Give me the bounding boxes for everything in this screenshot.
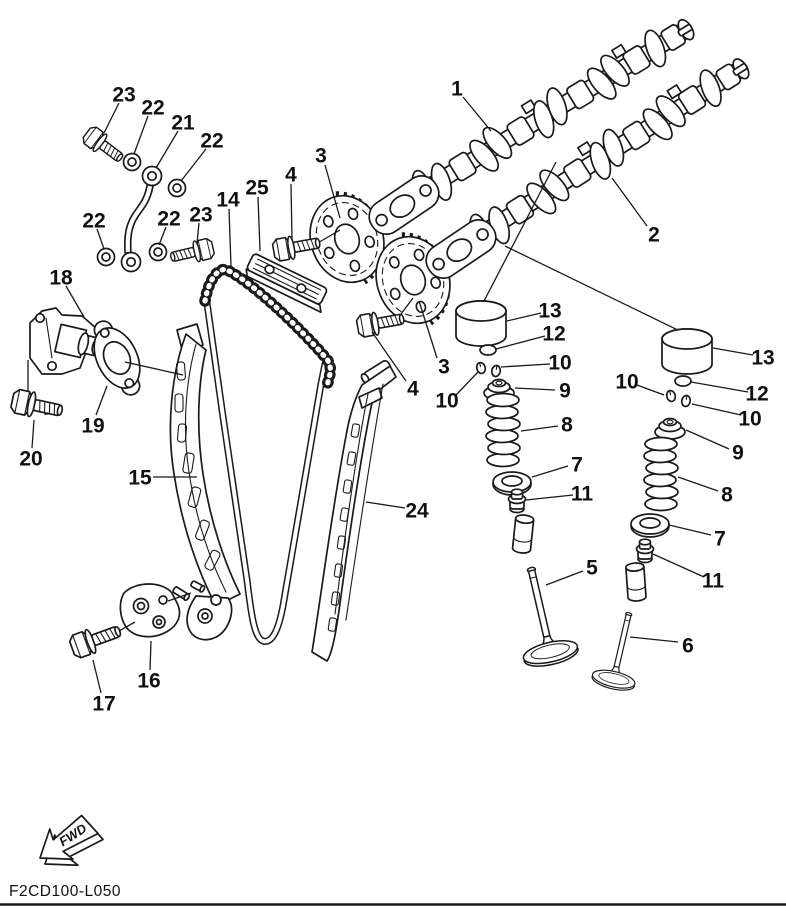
leader-line-10 — [501, 364, 550, 367]
leader-line-1 — [463, 97, 491, 131]
callout-7: 7 — [571, 453, 583, 477]
leader-line-11 — [653, 554, 704, 577]
leader-line-14 — [229, 209, 231, 266]
callout-6: 6 — [682, 634, 694, 658]
callout-1: 1 — [451, 77, 463, 101]
copper-washer-4 — [150, 244, 167, 261]
camshaft-flange-2 — [420, 214, 502, 285]
leader-line-9 — [515, 388, 555, 390]
callout-8: 8 — [561, 413, 573, 437]
callout-5: 5 — [586, 556, 598, 580]
leader-line-4 — [291, 184, 292, 240]
leader-line-10 — [637, 385, 664, 395]
guide-bracket — [120, 584, 190, 637]
callout-7: 7 — [714, 527, 726, 551]
leader-line-11 — [526, 495, 573, 500]
callout-15: 15 — [128, 466, 152, 490]
fwd-arrow — [30, 808, 108, 880]
leader-line-18 — [66, 286, 84, 317]
callout-13: 13 — [538, 299, 562, 323]
leader-line-17 — [93, 660, 101, 693]
leader-line-8 — [521, 426, 558, 431]
callout-16: 16 — [137, 669, 161, 693]
banjo-bolt-lower — [169, 237, 216, 267]
leader-line-12 — [691, 382, 748, 392]
callout-18: 18 — [49, 266, 73, 290]
callout-4: 4 — [407, 377, 419, 401]
valve-seal-left — [509, 489, 526, 512]
leader-line-24 — [366, 502, 405, 508]
callout-23: 23 — [112, 83, 136, 107]
leader-line-7 — [669, 525, 711, 535]
fwd-label: FWD — [56, 820, 90, 850]
callout-10: 10 — [738, 407, 762, 431]
leader-line-13 — [507, 313, 541, 321]
callout-11: 11 — [701, 569, 725, 593]
spring-retainer-right — [655, 419, 685, 440]
valve-cotter-left-b — [491, 365, 501, 377]
callout-12: 12 — [745, 382, 769, 406]
leader-line-16 — [150, 641, 151, 670]
leader-line-10 — [456, 372, 478, 395]
callout-2: 2 — [648, 223, 660, 247]
valve-lifter-right — [662, 329, 712, 374]
leader-line-8 — [678, 477, 718, 491]
valve-spring-right — [644, 438, 678, 511]
callout-20: 20 — [19, 447, 43, 471]
valve-spring-left — [486, 394, 520, 467]
copper-washer-2 — [169, 180, 186, 197]
leader-line-22 — [181, 149, 206, 181]
leader-line-19 — [96, 386, 107, 415]
valve-lifter-left — [456, 301, 506, 346]
callout-14: 14 — [216, 188, 240, 212]
leader-line-20 — [32, 420, 34, 448]
valve-guide-left — [512, 514, 534, 554]
callout-9: 9 — [732, 441, 744, 465]
valve-pad-left — [480, 345, 496, 355]
chain-guide-rear — [312, 359, 396, 661]
leader-line-13 — [713, 348, 753, 355]
copper-washer-1 — [124, 154, 141, 171]
leader-line-5 — [546, 571, 583, 585]
callout-11: 11 — [570, 482, 594, 506]
valve-cotter-right-a — [666, 390, 677, 403]
callout-17: 17 — [92, 692, 116, 716]
callout-23: 23 — [189, 203, 213, 227]
callout-13: 13 — [751, 346, 775, 370]
chain-tensioner — [28, 308, 106, 413]
valve-guide-right — [626, 562, 647, 601]
intake-valve — [504, 561, 580, 670]
leader-line-7 — [532, 466, 568, 477]
valve-seal-right — [637, 539, 654, 562]
callout-8: 8 — [721, 483, 733, 507]
copper-washer-3 — [98, 249, 115, 266]
leader-line-6 — [630, 637, 678, 642]
valve-cotter-right-b — [681, 395, 691, 407]
callout-22: 22 — [141, 96, 165, 120]
bracket-bolt — [68, 619, 124, 660]
callout-12: 12 — [542, 322, 566, 346]
tensioner-gasket — [81, 313, 183, 402]
camshaft-flange-1 — [363, 170, 445, 241]
valve-pad-right — [675, 376, 691, 386]
spring-seat-right — [631, 514, 669, 537]
part-code: F2CD100-L050 — [9, 883, 121, 900]
guide-stud — [190, 580, 205, 592]
banjo-bolt-upper — [80, 124, 127, 167]
callout-10: 10 — [615, 370, 639, 394]
leader-line-10 — [692, 404, 741, 415]
callout-22: 22 — [157, 207, 181, 231]
leader-line-25 — [258, 197, 260, 251]
callout-4: 4 — [285, 163, 297, 187]
callout-25: 25 — [245, 176, 269, 200]
exhaust-valve — [590, 608, 650, 694]
callout-19: 19 — [81, 414, 105, 438]
leader-line-21 — [156, 131, 178, 168]
callout-22: 22 — [82, 209, 106, 233]
callout-10: 10 — [548, 351, 572, 375]
callout-3: 3 — [315, 144, 327, 168]
callout-22: 22 — [200, 129, 224, 153]
callout-21: 21 — [171, 111, 195, 135]
leader-line-2 — [612, 178, 647, 226]
leader-line-9 — [686, 430, 729, 449]
tensioner-bolt — [10, 388, 65, 423]
callout-10: 10 — [435, 389, 459, 413]
leader-line-22 — [134, 116, 148, 154]
callout-3: 3 — [438, 355, 450, 379]
callout-9: 9 — [559, 379, 571, 403]
leader-line-23 — [104, 103, 119, 133]
callout-24: 24 — [405, 499, 429, 523]
